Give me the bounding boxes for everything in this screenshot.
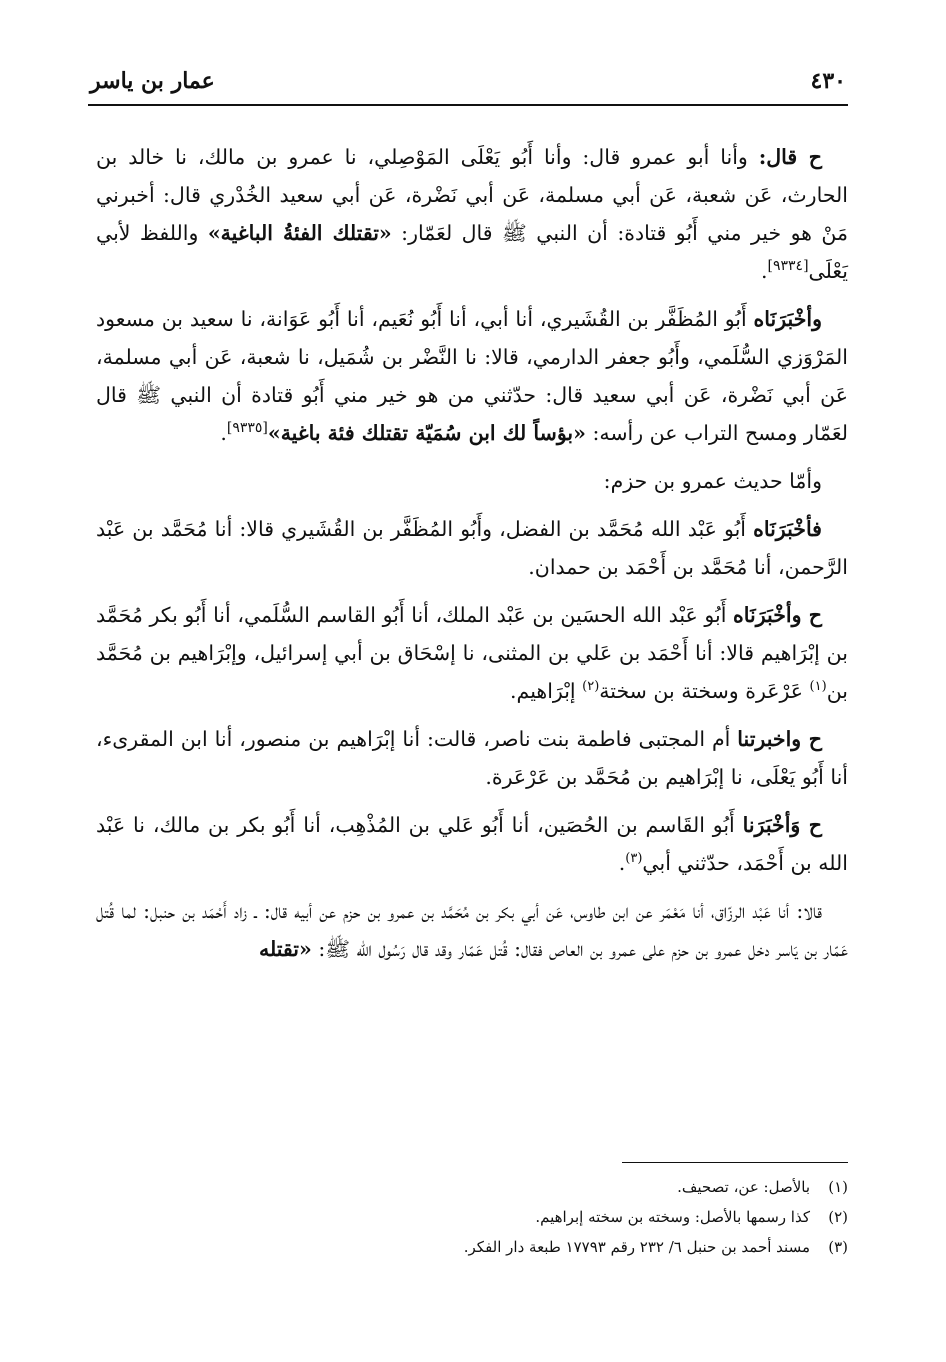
chain-lead: ح وَأخْبَرَنا: [742, 813, 822, 837]
footnote-2: [96, 1202, 848, 1232]
paragraph-2: [96, 300, 848, 452]
paragraph-tail: واللفظ لأبي يَعْلَى: [96, 221, 848, 283]
footnote-text: كذا رسمها بالأصل: وسخته بن سخته إبراهيم.: [535, 1208, 810, 1226]
chain-lead: ح وأخْبَرَنَاه: [733, 603, 822, 627]
footnote-number: (٢): [828, 1208, 848, 1226]
paragraph-text: أَبُو القَاسم بن الحُصَين، أنا أَبُو عَلي بن المُذْهِب، أنا أَبُو بكر بن مالك، نا عَبْد الله بن أَحْمَد، حدّثني أبي: [96, 813, 848, 875]
footnote-divider: [622, 1162, 848, 1163]
paragraph-1: [96, 138, 848, 290]
paragraph-after: إبْرَاهيم.: [510, 679, 583, 703]
paragraph-6: [96, 720, 848, 796]
footnote-marker: (١): [809, 679, 827, 695]
paragraph-7: [96, 806, 848, 882]
paragraph-end: .: [760, 259, 768, 283]
paragraph-4: [96, 510, 848, 586]
paragraph-text: أَبُو عَبْد الله مُحَمَّد بن الفضل، وأَبُو المُظَفَّر بن القُشَيري قالا: أنا مُحَمَّد بن عَبْد الرَّحمن، أنا مُحَمَّد بن أَحْمَد بن حمدان.: [96, 517, 848, 579]
chain-lead: ح واخبرتنا: [737, 727, 822, 751]
footnote-text: بالأصل: عن، تصحيف.: [677, 1178, 810, 1196]
paragraph-end: .: [220, 421, 227, 445]
page-number: ٤٣٠: [810, 68, 846, 94]
footnote-3: [96, 1232, 848, 1262]
hadith-number: [٩٣٣٤]: [767, 258, 809, 275]
paragraph-text: وأنا أبو عمرو قال: وأنا أَبُو يَعْلَى المَوْصِلي، نا عمرو بن مالك، نا خالد بن الحارث، عَن شعبة، عَن أبي مسلمة، عَن أبي نَضْرة، عَن أبي سعيد الخُدْري قال: أخبرني مَنْ هو خير مني أَبُو قتادة: أن النبي ﷺ قال لعَمّار:: [96, 145, 849, 245]
footnote-number: (٣): [828, 1238, 848, 1256]
paragraph-text: أَبُو المُظَفَّر بن القُشَيري، أنا أبي، أنا أَبُو نُعَيم، أنا أَبُو عَوَانة، نا سعيد بن مسعود المَرْوَزي السُّلَمي، وأَبُو جعفر الدارمي، قالا: نا النَّضْر بن شُمَيل، نا شعبة، عَن أبي مسلمة، عَن أبي نَضْرة، عَن أبي سعيد قال: حدّثني من هو خير مني أَبُو قتادة أن النبي ﷺ قال لعَمّار ومسح التراب عن رأسه:: [96, 307, 848, 445]
paragraph-text: أَبُو عَبْد الله الحسَين بن عَبْد الملك، أنا أَبُو القاسم السُّلَمي، أنا أَبُو بكر مُحَمَّد بن إبْرَاهيم قالا: أنا أَحْمَد بن عَلي بن المثنى، نا إسْحَاق بن أبي إسرائيل، وإبْرَاهيم بن مُحَمَّد بن: [96, 603, 848, 703]
chain-lead: ح قال:: [758, 145, 822, 169]
hadith-quote: «بؤساً لك ابن سُمَيّة تقتلك فئة باغية»: [267, 421, 586, 445]
footnote-marker: (٢): [582, 679, 600, 695]
page-header: [88, 64, 848, 106]
chain-lead: فأخْبَرَنَاه: [753, 517, 822, 541]
footnotes: [96, 1172, 848, 1262]
running-title: عمار بن ياسر: [90, 68, 215, 94]
paragraph-mid: عَرْعَرة وسختة بن سختة: [599, 679, 810, 703]
footnote-marker: (٣): [625, 851, 643, 867]
paragraph-after: .: [618, 851, 626, 875]
hadith-quote: «تقتله: [258, 937, 312, 961]
footnote-text: مسند أحمد بن حنبل ٦/ ٢٣٢ رقم ١٧٧٩٣ طبعة دار الفكر.: [463, 1238, 810, 1256]
paragraph-text: أم المجتبى فاطمة بنت ناصر، قالت: أنا إبْرَاهيم بن منصور، أنا ابن المقرىء، أنا أَبُو يَعْلَى، نا إبْرَاهيم بن مُحَمَّد بن عَرْعَرة.: [96, 727, 848, 789]
chain-lead: وأخْبَرَنَاه: [753, 307, 822, 331]
main-text: [96, 138, 848, 968]
paragraph-3: [96, 462, 848, 500]
paragraph-text: وأمّا حديث عمرو بن حزم:: [603, 469, 822, 493]
paragraph-8: [96, 892, 848, 968]
footnote-1: [96, 1172, 848, 1202]
footnote-number: (١): [828, 1178, 848, 1196]
paragraph-text: قالا: أنا عَبْد الرزّاق، أنا مَعْمَر عن ابن طاوس، عَن أبي بكر بن مُحَمَّد بن عمرو بن حزم عن أبيه قال: ـ زاد أَحْمَد بن حنبل: لما قُتل عَمّار بن يَاسر دخل عمرو بن حزم على عمرو بن العاص فقال: قُتل عَمّار وقد قال رَسُول الله ﷺ:: [96, 899, 848, 961]
hadith-quote: «تقتلك الفئةُ الباغية»: [207, 221, 392, 245]
hadith-number: [٩٣٣٥]: [226, 420, 268, 437]
paragraph-5: [96, 596, 848, 710]
